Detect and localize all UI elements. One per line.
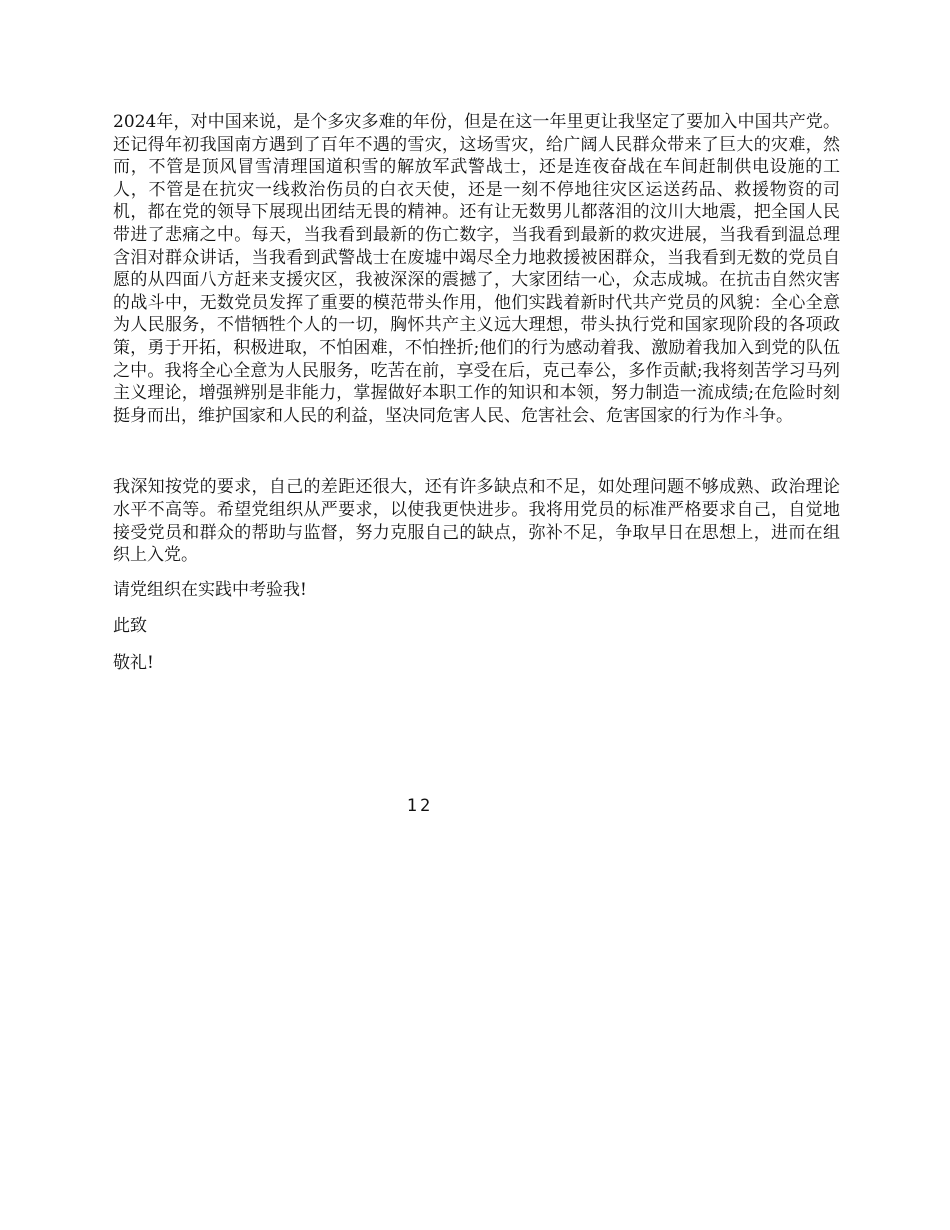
- closing-salutation: 此致: [113, 616, 147, 637]
- closing-regards: 敬礼!: [113, 652, 154, 673]
- paragraph-request: 请党组织在实践中考验我!: [113, 579, 307, 600]
- paragraph-motivation: 2024年，对中国来说，是个多灾多难的年份，但是在这一年里更让我坚定了要加入中国共产党。还记得年初我国南方遇到了百年不遇的雪灾，这场雪灾，给广阔人民群众带来了巨大的灾难，然而，不管是顶风冒雪清理国道积雪的解放军武警战士，还是连夜奋战在车间赶制供电设施的工人，不管是在抗灾一线救治伤员的白衣天使，还是一刻不停地往灾区运送药品、救援物资的司机，都在党的领导下展现出团结无畏的精神。还有让无数男儿都落泪的汶川大地震，把全国人民带进了悲痛之中。每天，当我看到最新的伤亡数字，当我看到最新的救灾进展，当我看到温总理含泪对群众讲话，当我看到武警战士在废墟中竭尽全力地救援被困群众，当我看到无数的党员自愿的从四面八方赶来支援灾区，我被深深的震撼了，大家团结一心，众志成城。在抗击自然灾害的战斗中，无数党员发挥了重要的模范带头作用，他们实践着新时代共产党员的风貌：全心全意为人民服务，不惜牺牲个人的一切，胸怀共产主义远大理想，带头执行党和国家现阶段的各项政策，勇于开拓，积极进取，不怕困难，不怕挫折;他们的行为感动着我、激励着我加入到党的队伍之中。我将全心全意为人民服务，吃苦在前，享受在后，克己奉公，多作贡献;我将刻苦学习马列主义理论，增强辨别是非能力，掌握做好本职工作的知识和本领，努力制造一流成绩;在危险时刻挺身而出，维护国家和人民的利益，坚决同危害人民、危害社会、危害国家的行为作斗争。: [113, 112, 840, 426]
- paragraph-self-assessment: 我深知按党的要求，自己的差距还很大，还有许多缺点和不足，如处理问题不够成熟、政治理论水平不高等。希望党组织从严要求，以使我更快进步。我将用党员的标准严格要求自己，自觉地接受党员和群众的帮助与监督，努力克服自己的缺点，弥补不足，争取早日在思想上，进而在组织上入党。: [113, 477, 840, 566]
- page-number: 12: [406, 796, 434, 816]
- document-body: [113, 111, 840, 688]
